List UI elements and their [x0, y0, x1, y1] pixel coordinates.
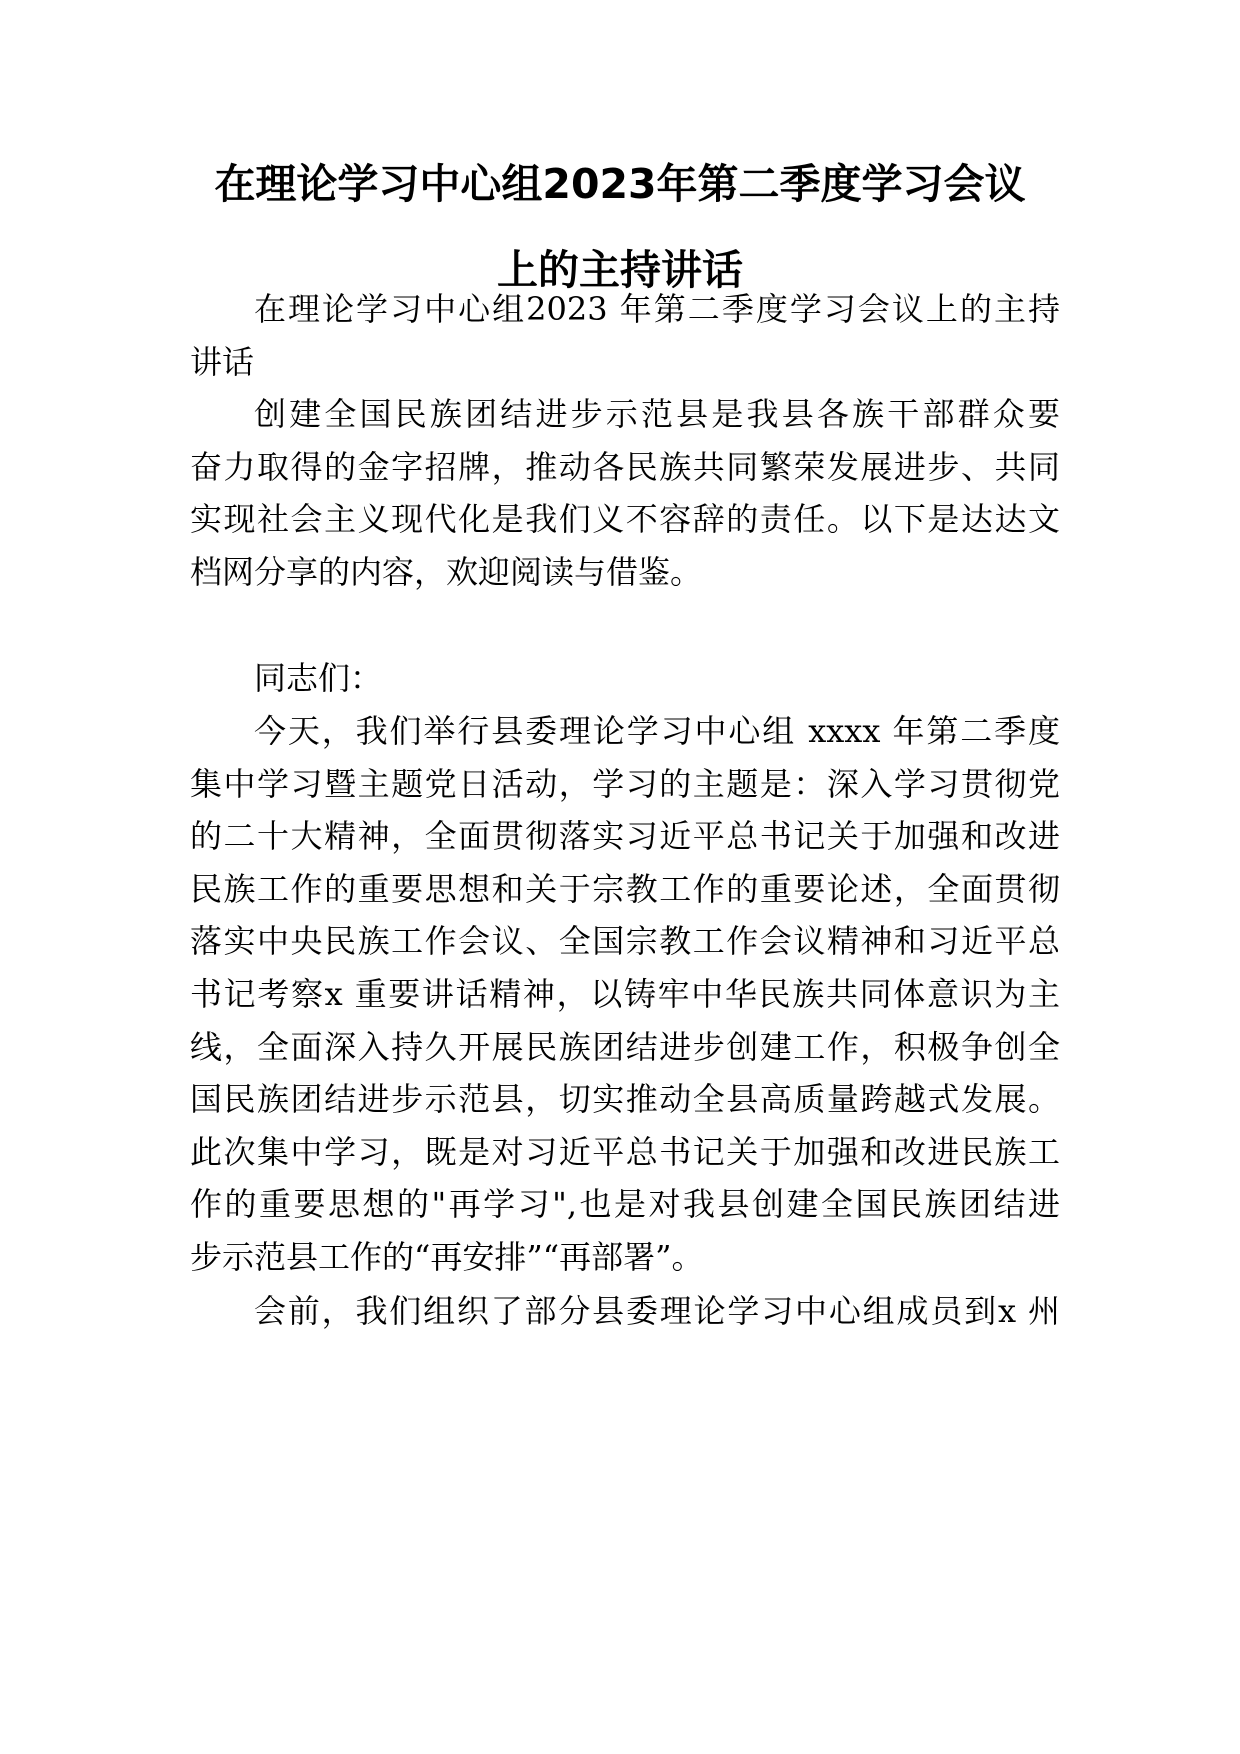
paragraph-introduction: [190, 388, 1060, 598]
paragraph-intro-title: [190, 283, 1060, 388]
paragraph-main: [190, 705, 1060, 1284]
text-line: 同志们：: [254, 659, 383, 697]
text-line: 今天，我们举行县委理论学习中心组 xxxx 年第二季度: [254, 712, 1060, 750]
document-title-line-2: 上的主持讲话: [497, 246, 743, 294]
text-line: 讲话: [190, 342, 255, 381]
text-line: 在理论学习中心组2023 年第二季度学习会议上的主持: [254, 290, 1060, 328]
text-line: 的二十大精神，全面贯彻落实习近平总书记关于加强和改进: [190, 817, 1060, 856]
document-title-line-1: 在理论学习中心组2023年第二季度学习会议: [214, 160, 1026, 208]
paragraph-continued: [190, 1285, 1060, 1338]
text-line: 会前，我们组织了部分县委理论学习中心组成员到x 州: [254, 1292, 1060, 1330]
text-line: 步示范县工作的“再安排”“再部署”。: [190, 1237, 704, 1276]
text-line: 集中学习暨主题党日活动，学习的主题是：深入学习贯彻党: [190, 764, 1060, 803]
text-line: 书记考察x 重要讲话精神，以铸牢中华民族共同体意识为主: [190, 974, 1060, 1013]
paragraph-salutation: [190, 652, 1060, 705]
text-line: 实现社会主义现代化是我们义不容辞的责任。以下是达达文: [190, 500, 1060, 539]
text-line: 此次集中学习，既是对习近平总书记关于加强和改进民族工: [190, 1132, 1060, 1171]
text-line: 档网分享的内容，欢迎阅读与借鉴。: [190, 552, 703, 591]
text-line: 线，全面深入持久开展民族团结进步创建工作，积极争创全: [190, 1027, 1060, 1066]
text-line: 国民族团结进步示范县，切实推动全县高质量跨越式发展。: [190, 1080, 1060, 1119]
text-line: 奋力取得的金字招牌，推动各民族共同繁荣发展进步、共同: [190, 447, 1060, 486]
text-line: 落实中央民族工作会议、全国宗教工作会议精神和习近平总: [190, 922, 1060, 961]
text-line: 作的重要思想的"再学习",也是对我县创建全国民族团结进: [190, 1185, 1060, 1224]
text-line: 创建全国民族团结进步示范县是我县各族干部群众要: [254, 395, 1060, 433]
text-line: 民族工作的重要思想和关于宗教工作的重要论述，全面贯彻: [190, 869, 1060, 908]
